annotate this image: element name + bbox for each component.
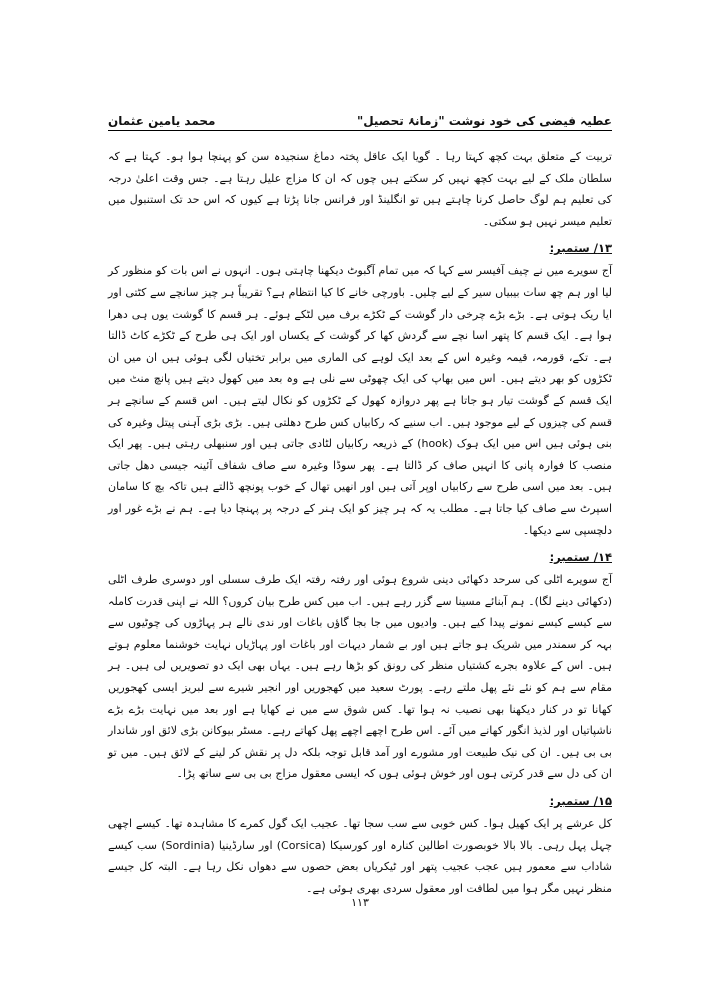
entry-text-13: آج سویرے میں نے چیف آفیسر سے کہا کہ میں تمام آگبوٹ دیکھنا چاہتی ہوں۔ انہوں نے اس بات کو منظور کر لیا اور ہم چھ سات بیبیاں سیر کے لیے چلیں۔ باورچی خانے کا کیا انتظام ہے؟ تقریباً ہر چیز سانچے سے کٹتی اور ایا ریک ہوتی ہے۔ بڑے بڑے چرخی دار گوشت کے ٹکڑے برف میں لٹکے ہوئے۔ ہر قسم کا گوشت یوں ہی دھرا ہوا ہے۔ ایک قسم کا پتھر اسا نچے سے گردش کھا کر گوشت کے یکساں اور ایک ہی طرح کے ٹکڑے کاٹ ڈالتا ہے۔ تکے، قورمہ، قیمہ وغیرہ اس کے بعد ایک لوہے کی الماری میں برابر تختیاں لگی ہوئی ہیں ان میں ان ٹکڑوں کو بھر دیتے ہیں۔ اس میں بھاپ کی ایک چھوٹی سے نلی ہے وہ بعد میں کھول دیتے ہیں پانچ منٹ میں ایک قسم کے گوشت تیار ہو جاتا ہے پھر دروازہ کھول کے ٹکڑوں کو نکال لیتے ہیں۔ اس قسم کے سانچے ہر قسم کی چیزوں کے لیے موجود ہیں۔ اب سنیے کہ رکابیاں کس طرح دھلتی ہیں۔ بڑی بڑی آہنی پیتل وغیرہ کی بنی ہوئی ہیں اس میں ایک ہوک (hook) کے ذریعہ رکابیاں لٹادی جاتی ہیں اور سنبھلی رہتی ہیں۔ پھر ایک منصب کا فوارہ پانی کا انہیں صاف کر ڈالتا ہے۔ پھر سوڈا وغیرہ سے صاف شفاف آئینہ جیسی دھل جاتی ہیں۔ بعد میں اسی طرح سے رکابیاں اوپر آتی ہیں اور انھیں تھال کے خوب پونچھ ڈالتے ہیں تاکہ بچ کا سامان اسپرٹ سے صاف کیا جاتا ہے۔ مطلب یہ کہ ہر چیز کو ایک ہنر کے درجہ پر پہنچا دیا ہے۔ ہم نے بڑے غور اور دلچسپی سے دیکھا۔ bbox=[108, 264, 612, 537]
header-divider bbox=[108, 130, 612, 131]
entry-date-13: ۱۳/ ستمبر: bbox=[549, 241, 612, 256]
entry-date-15: ۱۵/ ستمبر: bbox=[549, 794, 612, 809]
running-header bbox=[108, 104, 612, 128]
body-text bbox=[108, 146, 612, 903]
entry-text-14: آج سویرے اٹلی کی سرحد دکھائی دینی شروع ہوئی اور رفتہ رفتہ ایک طرف سسلی اور دوسری طرف اٹلی (دکھائی دینے لگا)۔ ہم آبنائے مسینا سے گزر رہے ہیں۔ اب میں کس طرح بیان کروں؟ اللہ نے اپنی قدرت کاملہ سے کیسے کیسے نمونے پیدا کیے ہیں۔ وادیوں میں جا بجا گاؤں باغات اور ندی نالے ہر پہاڑوں کی چوٹیوں سے بہہ کر سمندر میں شریک ہو جاتے ہیں اور بے شمار دیہات اور باغات اور پہاڑیاں نہایت خوشنما معلوم ہوتے ہیں۔ اس کے علاوہ بجرے کشتیاں منظر کی رونق کو بڑھا رہے ہیں۔ یہاں بھی ایک دو تصویریں لی ہیں۔ ہر مقام سے ہم کو نئے نئے پھل ملتے رہے۔ پورٹ سعید میں کھجوریں اور انجیر شیرے سے لبریز ایسی کھجوریں کھانا تو در کنار دیکھنا بھی نصیب نہ ہوا تھا۔ کس شوق سے میں نے کھایا ہے اور بعد میں نہایت بڑے بڑے ناشپاتیاں اور لذیذ انگور کھانے میں آئے۔ اس طرح اچھے اچھے پھل کھاتے رہے۔ مسٹر بیوکانن بڑی لائق اور شاندار بی بی ہیں۔ ان کی نیک طبیعت اور مشورے اور آمد قابل توجہ بلکہ دل پر نقش کر لینے کے لائق ہیں۔ میں تو ان کی دل سے قدر کرتی ہوں اور خوش ہوئی ہوں کہ ایسی معقول مزاج بی بی سے ساتھ پڑا۔ bbox=[108, 573, 612, 781]
header-author: محمد یامین عثمان bbox=[108, 114, 216, 128]
entry-text-15: کل عرشے پر ایک کھیل ہوا۔ کس خوبی سے سب سجا تھا۔ عجیب ایک گول کمرے کا مشاہدہ تھا۔ کیسے اچھی چہل پہل رہی۔ بالا بالا خوبصورت اطالین کنارہ اور کورسیکا (Corsica) اور سارڈینیا (Sordinia) سب کیسے شاداب سے معمور ہیں عجب عجیب پتھر اور ٹیکریاں بعض حصوں سے دھواں نکل رہا ہے۔ البتہ کل جیسے منظر نہیں مگر ہوا میں لطافت اور معقول سردی بھری ہوئی ہے۔ bbox=[108, 817, 612, 895]
header-title: عطیہ فیضی کی خود نوشت "زمانۂ تحصیل" bbox=[356, 114, 612, 128]
intro-paragraph: تربیت کے متعلق بہت کچھ کہتا رہا ۔ گویا ایک عاقل پختہ دماغ سنجیدہ سن کو پہنچا ہوا ہو۔ کہتا ہے کہ سلطان ملک کے لیے بہت کچھ نہیں کر سکتے ہیں چوں کہ ان کا مزاج علیل رہتا ہے۔ جس وقت اعلیٰ درجہ کی تعلیم ہم لوگ حاصل کرنا چاہتے ہیں تو انگلینڈ اور فرانس جانا پڑتا ہے کیوں کہ اس حد تک استنبول میں تعلیم میسر نہیں ہو سکتی۔ bbox=[108, 150, 612, 228]
entry-date-14: ۱۴/ ستمبر: bbox=[549, 550, 612, 565]
page-number: ۱۱۳ bbox=[351, 896, 369, 909]
